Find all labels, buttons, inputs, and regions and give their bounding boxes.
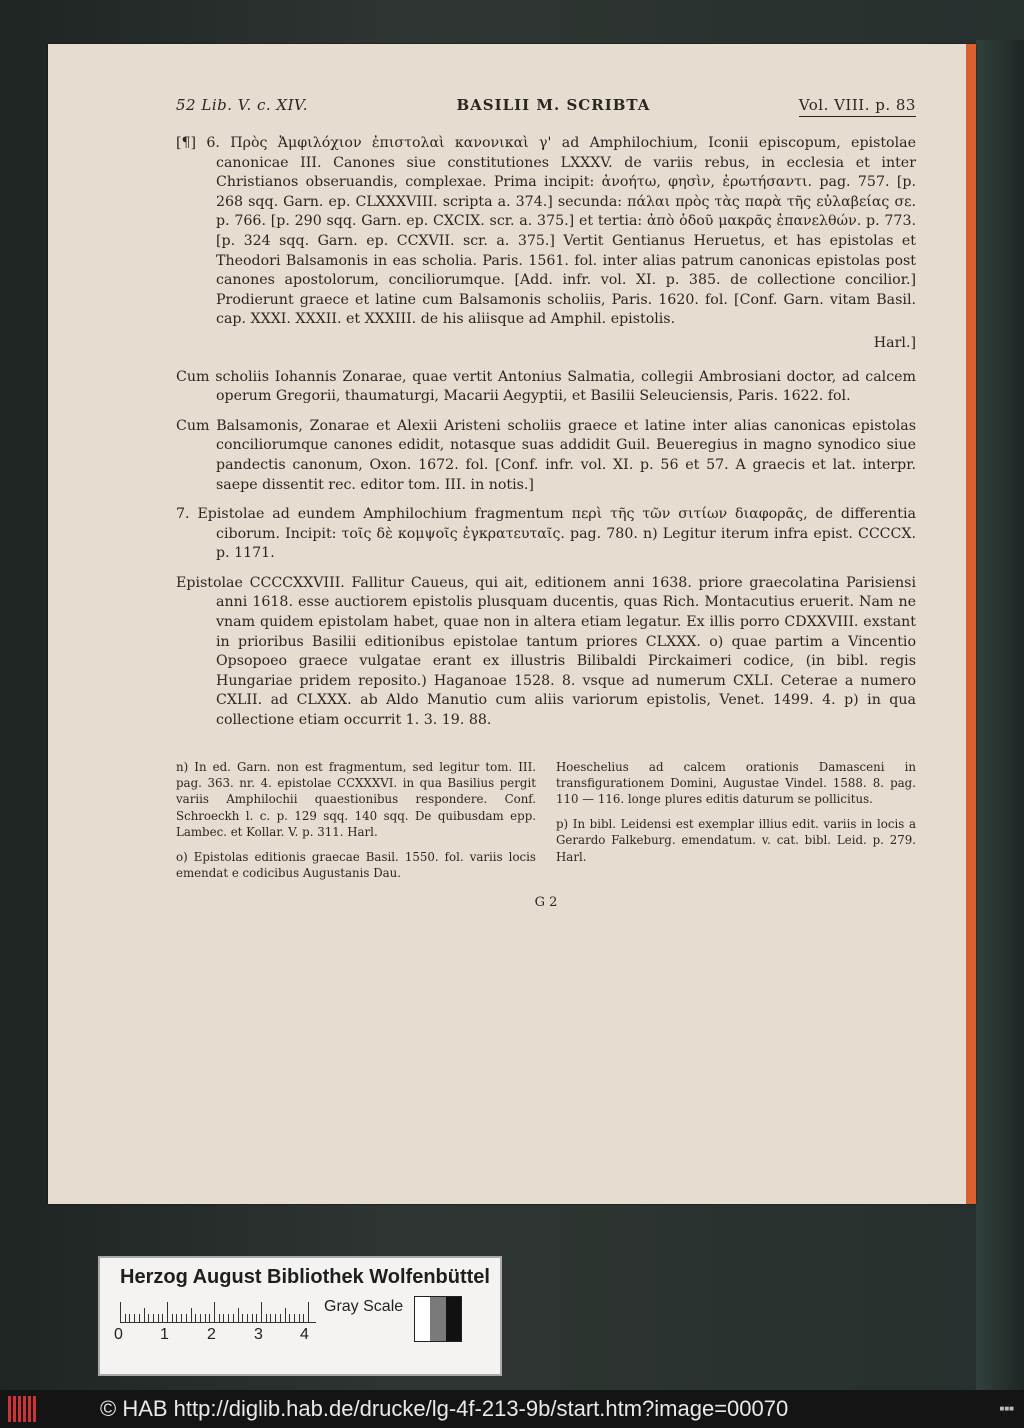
scale-ruler: [120, 1300, 316, 1323]
ruler-tick: [233, 1314, 234, 1322]
ruler-tick: [242, 1314, 243, 1322]
paragraph-2: Cum scholiis Iohannis Zonarae, quae vertit Antonius Salmatia, collegii Ambrosiani doctor, ad calcem operum Gregorii, thaumaturgi, Macarii Aegyptii, et Basilii Seleuciensis, Paris. 1622. fol.: [176, 368, 916, 405]
ruler-tick: [275, 1314, 276, 1322]
copyright-url: © HAB http://diglib.hab.de/drucke/lg-4f-213-9b/start.htm?image=00070: [100, 1396, 789, 1421]
ruler-tick: [172, 1314, 173, 1322]
volume-ref: Vol. VIII. p. 83: [799, 96, 916, 117]
ruler-tick: [153, 1314, 154, 1322]
ruler-tick: [176, 1314, 177, 1322]
footnotes-left: [176, 759, 536, 890]
ruler-tick: [289, 1314, 290, 1322]
gray-scale-label: Gray Scale: [324, 1298, 404, 1315]
ruler-tick: [238, 1308, 239, 1322]
signature-mark: G 2: [534, 895, 558, 911]
dots-icon: ■■■: [999, 1404, 1014, 1413]
ruler-tick: [158, 1314, 159, 1322]
ruler-tick: [129, 1314, 130, 1322]
ruler-tick: [205, 1314, 206, 1322]
running-title: BASILII M. SCRIBTA: [456, 96, 651, 114]
ruler-tick: [144, 1308, 145, 1322]
ruler-tick: [299, 1314, 300, 1322]
ruler-tick: [181, 1314, 182, 1322]
ruler-tick: [195, 1314, 196, 1322]
ruler-tick: [308, 1302, 309, 1322]
ruler-tick: [186, 1314, 187, 1322]
ruler-tick: [120, 1302, 121, 1322]
ruler-label-3: 3: [254, 1326, 263, 1343]
harl-sign: Harl.]: [873, 334, 916, 351]
ruler-tick: [167, 1302, 168, 1322]
ruler-tick: [223, 1314, 224, 1322]
running-header: [176, 96, 916, 122]
ruler-tick: [270, 1314, 271, 1322]
paragraph-3: Cum Balsamonis, Zonarae et Alexii Aristeni scholiis graece et latine inter alias canonicas epistolas conciliorumque canones edidit, notasque suas addidit Guil. Beueregius in magno synodico siue pandectis canonum, Oxon. 1672. fol. [Conf. infr. vol. XI. p. 56 et 57. A graecis et lat. interpr. saepe dissentit rec. editor tom. III. in notis.]: [176, 417, 916, 493]
footnote-cont: Hoeschelius ad calcem orationis Damasceni in transfigurationem Domini, Augustae Vindel. 1588. 8. pag. 110 — 116. longe plures editis daturum se pollicitus.: [556, 759, 916, 807]
ruler-tick: [252, 1314, 253, 1322]
ruler-tick: [148, 1314, 149, 1322]
ruler-tick: [219, 1314, 220, 1322]
ruler-tick: [125, 1314, 126, 1322]
ruler-tick: [266, 1314, 267, 1322]
library-label: [98, 1256, 502, 1376]
ruler-label-4: 4: [300, 1326, 309, 1343]
footnote-n: n) In ed. Garn. non est fragmentum, sed legitur tom. III. pag. 363. nr. 4. epistolae CCXXXVI. in qua Basilius pergit variis Amphilochii quaestionibus respondere. Conf. Schroeckh l. c. p. 129 sqq. 140 sqq. De quibusdam epp. Lambec. et Kollar. V. p. 311. Harl.: [176, 759, 536, 840]
page-content: [176, 96, 916, 913]
ruler-tick: [214, 1302, 215, 1322]
footnotes: [176, 759, 916, 890]
page-ref: 52 Lib. V. c. XIV.: [176, 96, 309, 114]
ruler-tick: [294, 1314, 295, 1322]
ruler-labels: [114, 1326, 334, 1346]
ruler-tick: [256, 1314, 257, 1322]
hab-logo-icon: [8, 1396, 42, 1422]
footnote-o: o) Epistolas editionis graecae Basil. 1550. fol. variis locis emendat e codicibus Augustanis Dau.: [176, 849, 536, 881]
ruler-label-0: 0: [114, 1326, 123, 1343]
ruler-tick: [209, 1314, 210, 1322]
paragraph-5: Epistolae CCCCXXVIII. Fallitur Caueus, qui ait, editionem anni 1638. priore graecolatina Parisiensi anni 1618. esse auctiorem epistolis plusquam ducentis, quas Rich. Montacutius eruerit. Nam ne vnam quidem epistolam habet, quae non in altera etiam legatur. Ex illis porro CDXXVIII. exstant in prioribus Basilii editionibus epistolae tantum priores CLXXX. o) quae partim a Vincentio Opsopoeo graece vulgatae erant ex illustris Bilibaldi Pirckaimeri codice, (in bibl. regis Hungariae pridem reposito.) Haganoae 1528. 8. vsque ad numerum CXLI. Ceterae a numero CXLII. ad CLXXX. ab Aldo Manutio cum aliis variorum epistolis, Venet. 1499. 4. p) in qua collectione etiam occurrit 1. 3. 19. 88.: [176, 574, 916, 729]
ruler-tick: [285, 1308, 286, 1322]
paragraph-1: [¶] 6. Πρὸς Ἀμφιλόχιον ἐπιστολαὶ κανονικαὶ γ' ad Amphilochium, Iconii episcopum, epistolae canonicae III. Canones siue constitutiones LXXXV. de variis rebus, in ecclesia et inter Christianos obseruandis, complexae. Prima incipit: ἀνοήτω, φησὶν, ἐρωτήσαντι. pag. 757. [p. 268 sqq. Garn. ep. CLXXXVIII. scripta a. 374.] secunda: πάλαι πρὸς τὰς παρὰ τῆς εὐλαβείας σε. p. 766. [p. 290 sqq. Garn. ep. CXCIX. scr. a. 375.] et tertia: ἀπὸ ὁδοῦ μακρᾶς ἐπανελθών. p. 773. [p. 324 sqq. Garn. ep. CCXVII. scr. a. 375.] Vertit Gentianus Heruetus, et has epistolas et Theodori Balsamonis in eas scholia. Paris. 1561. fol. inter alias patrum canonicas epistolas post canones apostolorum, conciliorumque. [Add. infr. vol. XI. p. 385. de collectione concilior.] Prodierunt graece et latine cum Balsamonis scholiis, Paris. 1620. fol. [Conf. Garn. vitam Basil. cap. XXXI. XXXII. et XXXIII. de his aliisque ad Amphil. epistolis.: [176, 135, 916, 328]
book-edge: [976, 40, 1024, 1390]
ruler-label-2: 2: [207, 1326, 216, 1343]
ruler-tick: [200, 1314, 201, 1322]
ruler-tick: [162, 1314, 163, 1322]
ruler-tick: [134, 1314, 135, 1322]
footer-bar: [0, 1390, 1024, 1428]
ruler-tick: [139, 1314, 140, 1322]
library-name: Herzog August Bibliothek Wolfenbüttel: [120, 1266, 490, 1288]
ruler-label-1: 1: [160, 1326, 169, 1343]
gray-scale-swatch: [414, 1296, 462, 1342]
paragraph-4: 7. Epistolae ad eundem Amphilochium fragmentum περὶ τῆς τῶν σιτίων διαφορᾶς, de differentia ciborum. Incipit: τοῖς δὲ κομψοῖς ἐγκρατευταῖς. pag. 780. n) Legitur iterum infra epist. CCCCX. p. 1171.: [176, 506, 916, 562]
ruler-tick: [191, 1308, 192, 1322]
footnotes-right: [556, 759, 916, 890]
ruler-tick: [247, 1314, 248, 1322]
ruler-tick: [280, 1314, 281, 1322]
ruler-tick: [261, 1302, 262, 1322]
ruler-tick: [303, 1314, 304, 1322]
ruler-tick: [228, 1314, 229, 1322]
footnote-p: p) In bibl. Leidensi est exemplar illius edit. variis in locis a Gerardo Falkeburg. emendatum. v. cat. bibl. Leid. p. 279. Harl.: [556, 816, 916, 864]
